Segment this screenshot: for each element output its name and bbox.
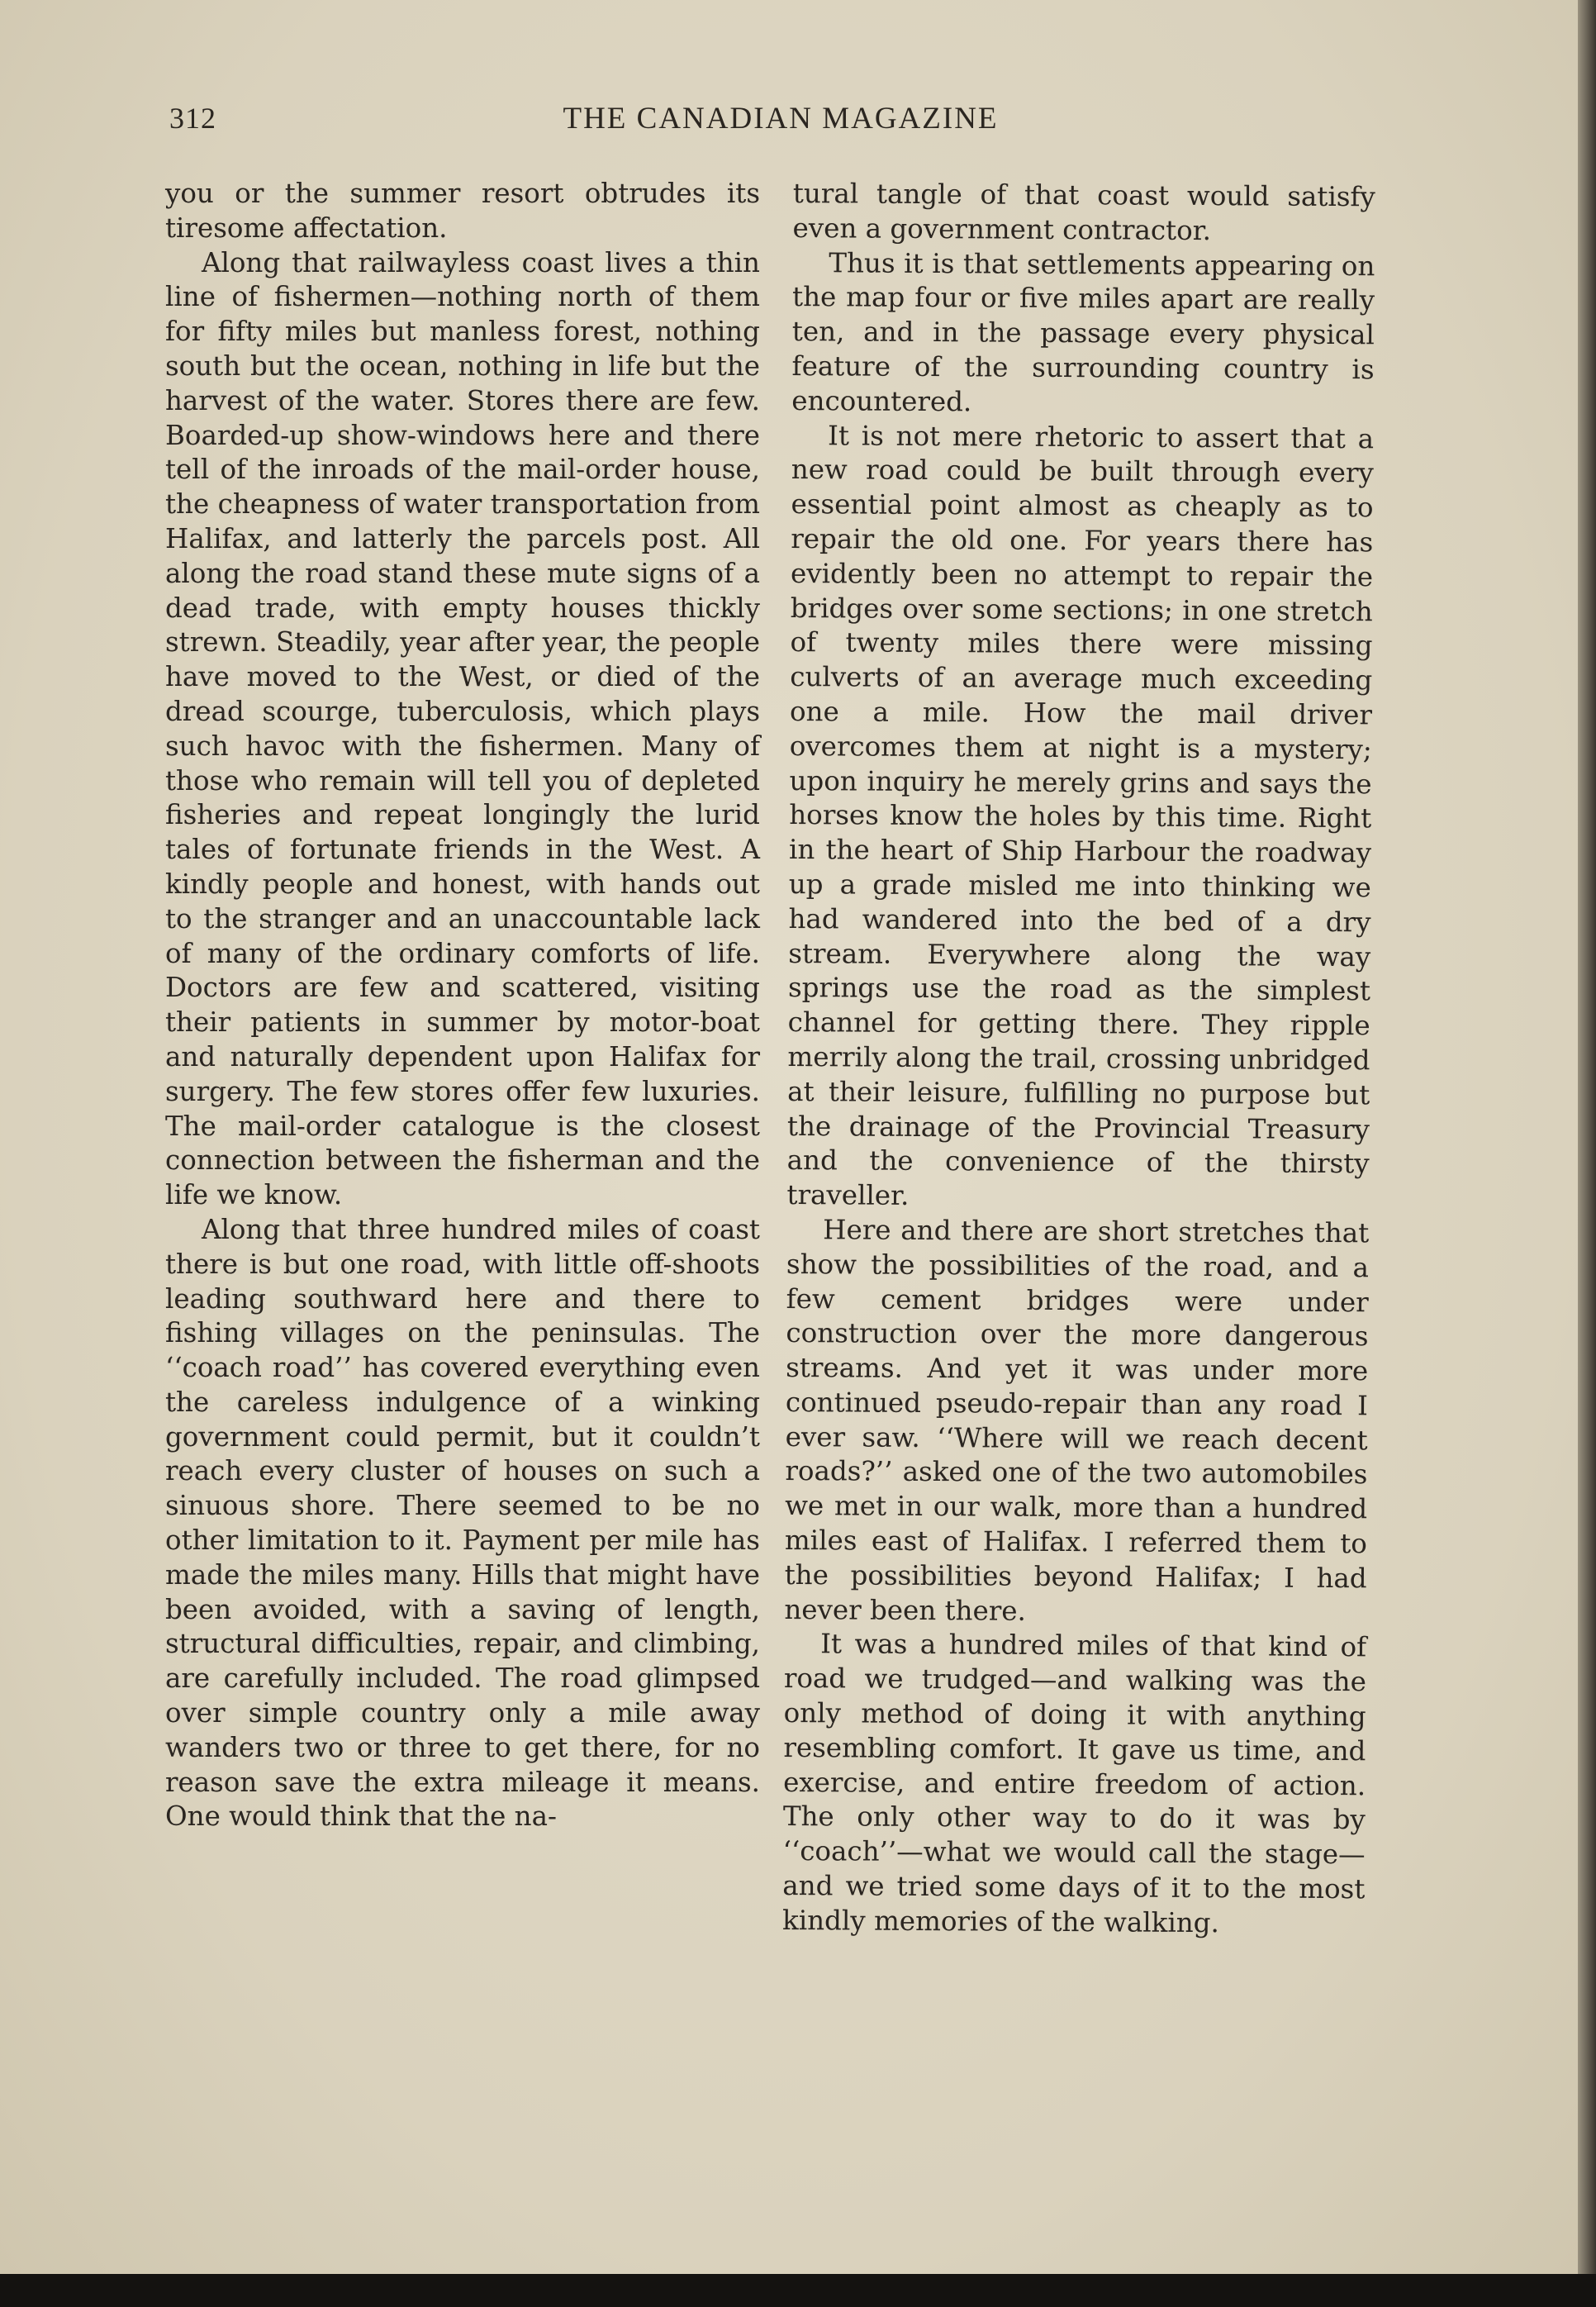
right-column [782,177,1375,1942]
page-edge-shadow [1578,0,1596,2307]
left-column [165,177,760,1834]
paragraph: you or the summer resort obtrudes its tiresome affectation. [165,178,760,244]
paragraph: tural tangle of that coast would satisfy even a government contractor. [792,177,1375,246]
page-header [169,101,1392,142]
paragraph: Thus it is that settlements appearing on the map four or five miles apart are really ten, and in the passage every physical feature of the surrounding country is encountered. [791,246,1375,418]
paragraph: It was a hundred miles of that kind of road we trudged—and walking was the only method of doing it with anything resembling comfort. It gave us time, and exercise, and entire freedom of action. The only other way to do it was by ‘‘coach’’—what we would call the stage—and we tried some days of it to the most kindly memories of the walking. [781,1628,1367,1939]
paragraph: Along that railwayless coast lives a thin line of fishermen—nothing north of them for fifty miles but manless forest, nothing south but the ocean, nothing in life but the harvest of the water. Stores there are few. Boarded-up show-windows here and there tell of the inroads of the mail-order house, the cheapness of water transportation from Halifax, and latterly the parcels post. All along the road stand these mute signs of a dead trade, with empty houses thickly strewn. Steadily, year after year, the people have moved to the West, or died of the dread scourge, tuberculosis, which plays such havoc with the fishermen. Many of those who remain will tell you of depleted fisheries and repeat longingly the lurid tales of fortunate friends in the West. A kindly people and honest, with hands out to the stranger and an unaccountable lack of many of the ordinary comforts of life. Doctors are few and scattered, visiting their patients in summer by motor-boat and naturally dependent upon Halifax for surgery. The few stores offer few luxuries. The mail-order catalogue is the closest connection between the fisherman and the life we know. [165,246,760,1211]
running-title: THE CANADIAN MAGAZINE [563,102,999,136]
paragraph: Along that three hundred miles of coast there is but one road, with little off-shoots leading southward here and there to fishing villages on the peninsulas. The ‘‘coach road’’ has covered everything even the careless indulgence of a winking government could permit, but it couldn’t reach every cluster of houses on such a sinuous shore. There seemed to be no other limitation to it. Payment per mile has made the miles many. Hills that might have been avoided, with a saving of length, structural difficulties, repair, and climbing, are carefully included. The road glimpsed over simple country only a mile away wanders two or three to get there, for no reason save the extra mileage it means. One would think that the na- [165,1213,760,1833]
paragraph: Here and there are short stretches that show the possibilities of the road, and a few cement bridges were under construction over the more dangerous streams. And yet it was under more continued pseudo-repair than any road I ever saw. ‘‘Where will we reach decent roads?’’ asked one of the two automobiles we met in our walk, more than a hundred miles east of Halifax. I referred them to the possibilities beyond Halifax; I had never been there. [784,1214,1370,1627]
scan-border [0,2274,1596,2307]
paragraph: It is not mere rhetoric to assert that a new road could be built through every essential point almost as cheaply as to repair the old one. For years there has evidently been no attempt to repair the bridges over some sections; in one stretch of twenty miles there were missing culverts of an average much exceeding one a mile. How the mail driver overcomes them at night is a mystery; upon inquiry he merely grins and says the horses know the holes by this time. Right in the heart of Ship Harbour the roadway up a grade misled me into thinking we had wandered into the bed of a dry stream. Everywhere along the way springs use the road as the simplest channel for getting there. They ripple merrily along the trail, crossing unbridged at their leisure, fulfilling no purpose but the drainage of the Provincial Treasury and the convenience of the thirsty traveller. [786,419,1375,1211]
page-number: 312 [169,102,216,135]
